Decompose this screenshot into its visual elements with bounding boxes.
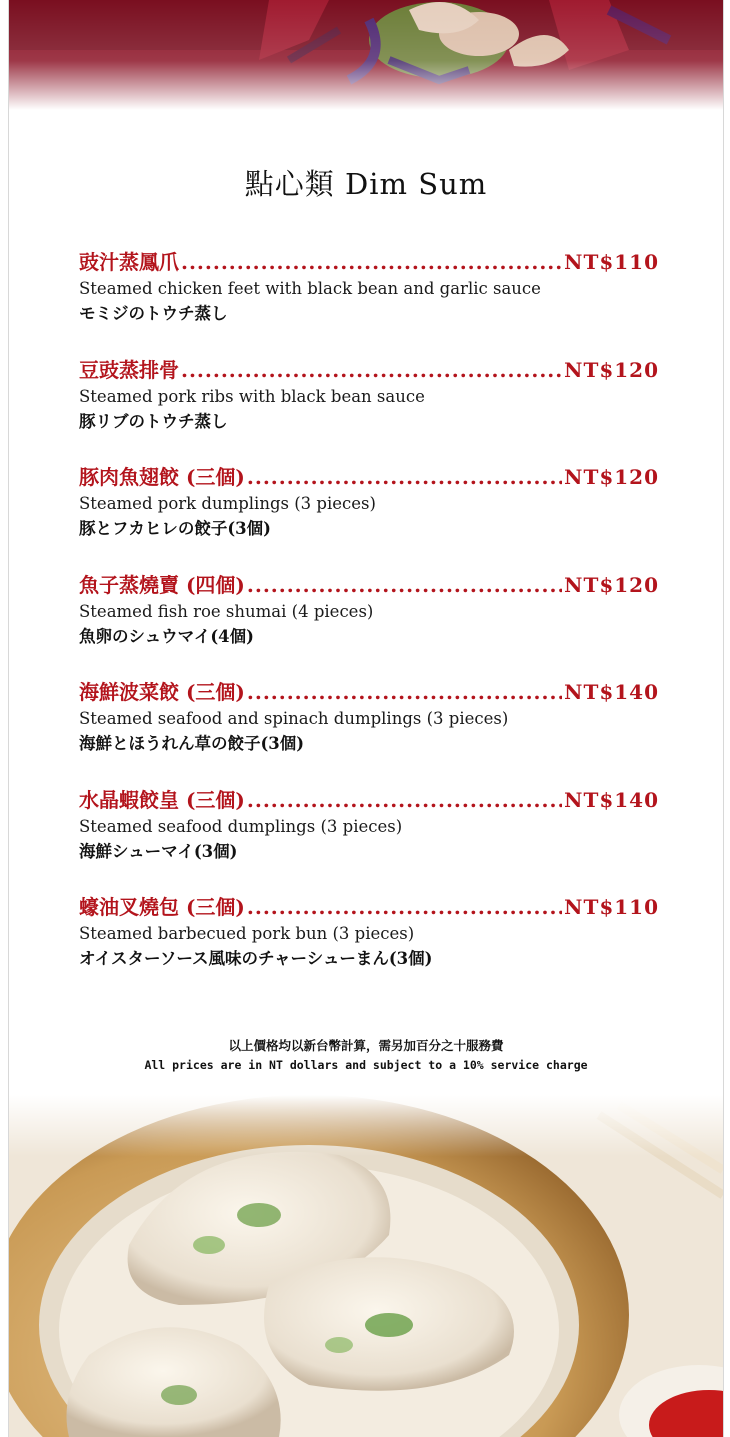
item-english: Steamed fish roe shumai (4 pieces) <box>79 601 374 621</box>
item-name: 蠔油叉燒包 (三個) <box>79 895 245 919</box>
item-price: NT$120 <box>564 465 659 489</box>
service-charge-notice <box>9 1036 723 1074</box>
item-price: NT$120 <box>564 572 659 597</box>
menu-item <box>79 250 659 358</box>
menu-item <box>79 788 659 896</box>
menu-item <box>79 358 659 466</box>
item-english: Steamed seafood dumplings (3 pieces) <box>79 816 403 836</box>
item-price: NT$140 <box>564 680 659 704</box>
dot-leader <box>247 465 562 489</box>
dot-leader <box>247 573 562 597</box>
item-name: 魚子蒸燒賣 (四個) <box>79 572 245 597</box>
item-name: 水晶蝦餃皇 (三個) <box>79 787 245 812</box>
item-japanese: 豚リブのトウチ蒸し <box>79 411 228 431</box>
item-name: 豉汁蒸鳳爪 <box>79 250 179 274</box>
item-english: Steamed seafood and spinach dumplings (3 pieces) <box>79 709 509 728</box>
item-price: NT$120 <box>564 357 659 382</box>
item-japanese: 海鮮シューマイ(3個) <box>79 841 238 861</box>
notice-english: All prices are in NT dollars and subject to a 10% service charge <box>144 1058 588 1072</box>
item-name: 豆豉蒸排骨 <box>79 357 179 382</box>
dot-leader <box>247 680 562 704</box>
dot-leader <box>181 358 562 382</box>
page-title: 點心類 Dim Sum <box>244 167 488 201</box>
item-english: Steamed pork dumplings (3 pieces) <box>79 494 376 513</box>
dot-leader <box>247 895 562 919</box>
item-english: Steamed barbecued pork bun (3 pieces) <box>79 924 415 943</box>
item-english: Steamed chicken feet with black bean and garlic sauce <box>79 279 541 298</box>
item-japanese: モミジのトウチ蒸し <box>79 304 228 323</box>
item-english: Steamed pork ribs with black bean sauce <box>79 386 425 406</box>
item-japanese: 魚卵のシュウマイ(4個) <box>79 626 254 646</box>
item-name: 海鮮波菜餃 (三個) <box>79 680 245 704</box>
dumpling-photo <box>9 1095 723 1437</box>
dot-leader <box>247 788 562 812</box>
menu-item <box>79 680 659 788</box>
item-price: NT$110 <box>564 895 659 919</box>
menu-page <box>8 0 724 1437</box>
item-price: NT$140 <box>564 787 659 812</box>
menu-item <box>79 465 659 573</box>
item-japanese: オイスターソース風味のチャーシューまん(3個) <box>79 949 433 968</box>
item-price: NT$110 <box>564 250 659 274</box>
dot-leader <box>181 250 562 274</box>
item-japanese: 海鮮とほうれん草の餃子(3個) <box>79 734 305 753</box>
decorative-banner <box>9 0 723 110</box>
menu-item <box>79 573 659 681</box>
menu-item <box>79 895 659 1003</box>
item-name: 豚肉魚翅餃 (三個) <box>79 465 245 489</box>
item-japanese: 豚とフカヒレの餃子(3個) <box>79 519 271 538</box>
notice-chinese: 以上價格均以新台幣計算，需另加百分之十服務費 <box>228 1038 504 1053</box>
menu-list <box>79 250 659 1003</box>
